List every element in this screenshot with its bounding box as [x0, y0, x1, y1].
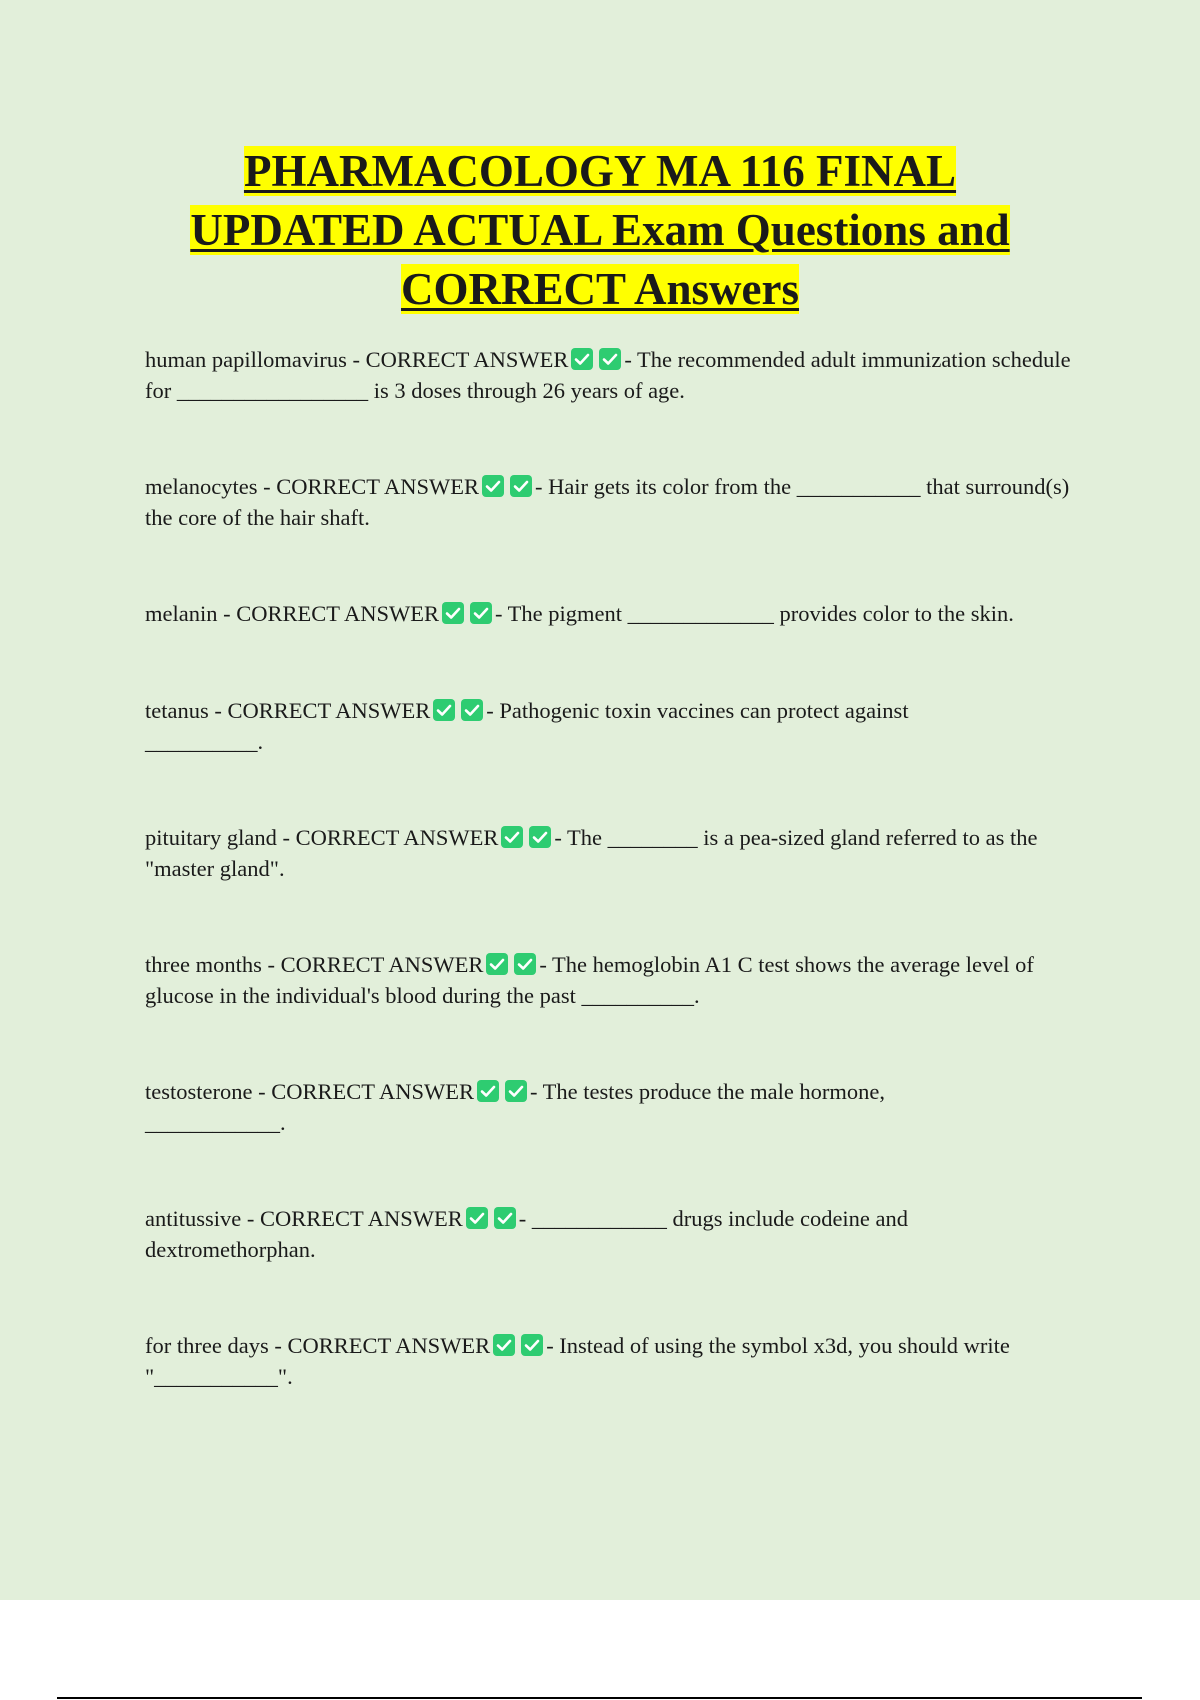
qa-item [145, 344, 1095, 406]
qa-answer: melanin [145, 601, 218, 626]
qa-question: - Hair gets its color from the ___________ that surround(s) the core of the hair shaft. [145, 474, 1070, 530]
title-line-2: UPDATED ACTUAL Exam Questions and [190, 205, 1010, 255]
qa-answer: human papillomavirus [145, 347, 347, 372]
check-mark-icon [442, 602, 464, 624]
qa-item [145, 598, 1095, 629]
correct-answer-label: - CORRECT ANSWER [214, 698, 431, 723]
qa-answer: antitussive [145, 1206, 242, 1231]
check-mark-icon [510, 475, 532, 497]
qa-item [145, 1330, 1095, 1392]
qa-answer: testosterone [145, 1079, 253, 1104]
correct-answer-label: - CORRECT ANSWER [274, 1333, 491, 1358]
qa-question: - Instead of using the symbol x3d, you should write "___________". [145, 1333, 1010, 1389]
qa-answer: melanocytes [145, 474, 258, 499]
qa-answer: for three days [145, 1333, 269, 1358]
qa-question: - The testes produce the male hormone, ____________. [145, 1079, 886, 1135]
qa-item [145, 949, 1095, 1011]
check-mark-icon [477, 1080, 499, 1102]
check-mark-icon [571, 348, 593, 370]
correct-answer-label: - CORRECT ANSWER [267, 952, 484, 977]
check-mark-icon [494, 1207, 516, 1229]
correct-answer-label: - CORRECT ANSWER [263, 474, 479, 499]
correct-answer-label: - CORRECT ANSWER [246, 1206, 463, 1231]
qa-item [145, 822, 1095, 884]
correct-answer-label: - CORRECT ANSWER [352, 347, 569, 372]
qa-question: - The recommended adult immunization schedule for _________________ is 3 doses through 26 years of age. [145, 347, 1071, 403]
qa-item [145, 1203, 995, 1265]
qa-question: - The ________ is a pea-sized gland referred to as the "master gland". [145, 825, 1038, 881]
qa-question: - ____________ drugs include codeine and dextromethorphan. [145, 1206, 909, 1262]
qa-question: - Pathogenic toxin vaccines can protect against __________. [145, 698, 909, 754]
check-mark-icon [466, 1207, 488, 1229]
check-mark-icon [486, 953, 508, 975]
check-mark-icon [433, 699, 455, 721]
qa-answer: tetanus [145, 698, 209, 723]
bottom-rule [57, 1697, 1142, 1699]
title-line-3: CORRECT Answers [401, 264, 799, 314]
check-mark-icon [529, 826, 551, 848]
qa-answer: pituitary gland [145, 825, 277, 850]
check-mark-icon [521, 1334, 543, 1356]
qa-question: - The pigment _____________ provides color to the skin. [494, 601, 1014, 626]
qa-item [145, 695, 995, 757]
check-mark-icon [470, 602, 492, 624]
check-mark-icon [482, 475, 504, 497]
qa-question: - The hemoglobin A1 C test shows the average level of glucose in the individual's blood during the past __________. [145, 952, 1034, 1008]
qa-item [145, 1076, 1015, 1138]
document-title [100, 142, 1100, 319]
check-mark-icon [514, 953, 536, 975]
check-mark-icon [493, 1334, 515, 1356]
check-mark-icon [505, 1080, 527, 1102]
correct-answer-label: - CORRECT ANSWER [282, 825, 499, 850]
qa-item [145, 471, 1095, 533]
title-line-1: PHARMACOLOGY MA 116 FINAL [243, 146, 957, 196]
correct-answer-label: - CORRECT ANSWER [223, 601, 439, 626]
correct-answer-label: - CORRECT ANSWER [258, 1079, 474, 1104]
check-mark-icon [461, 699, 483, 721]
check-mark-icon [501, 826, 523, 848]
check-mark-icon [599, 348, 621, 370]
qa-answer: three months [145, 952, 262, 977]
